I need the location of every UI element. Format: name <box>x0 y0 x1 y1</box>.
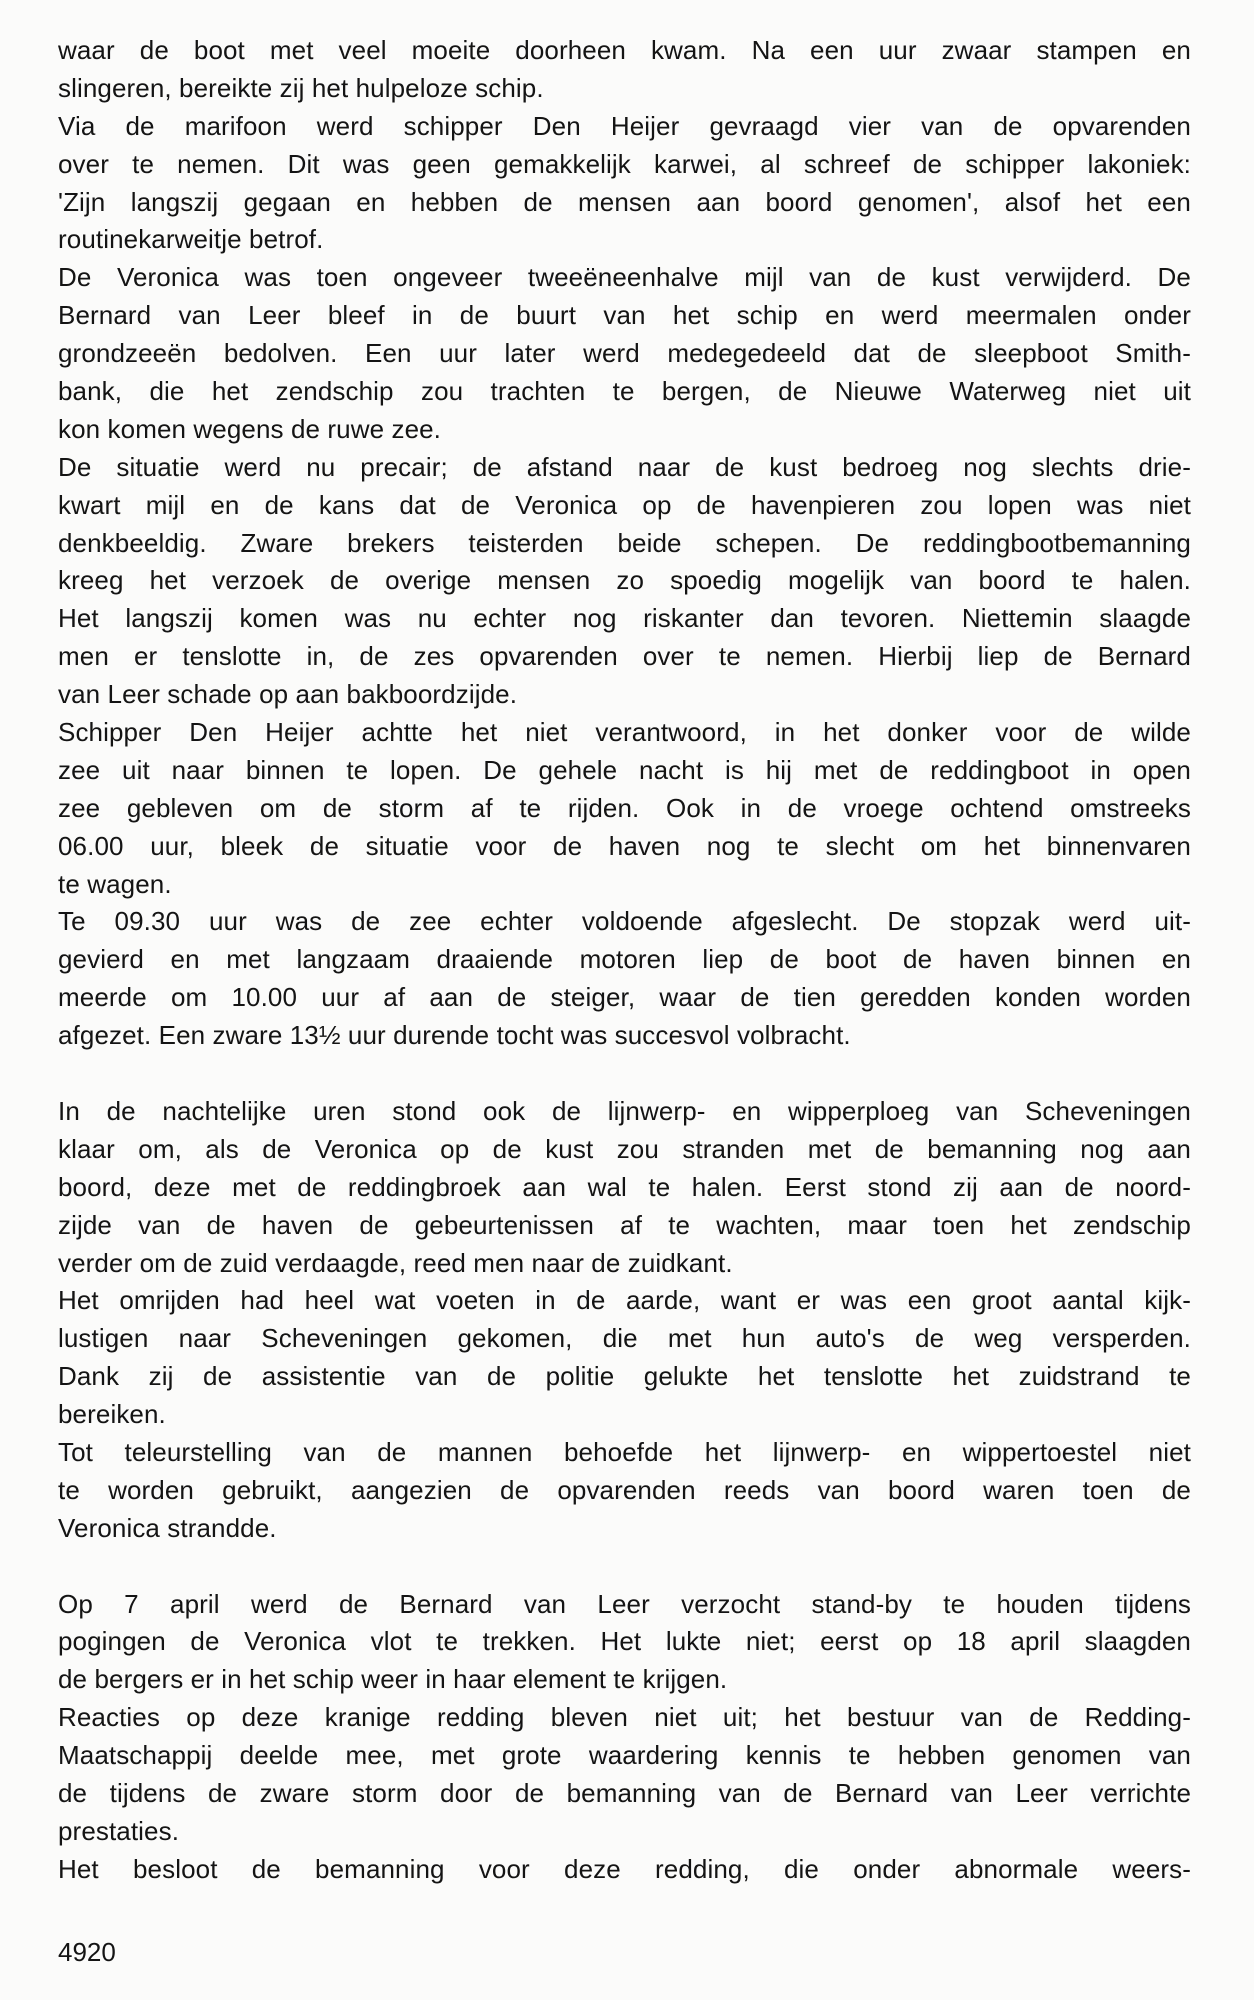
paragraph <box>58 903 1191 1055</box>
text-line: Via de marifoon werd schipper Den Heijer gevraagd vier van de opvarenden <box>58 110 1191 141</box>
text-line: denkbeeldig. Zware brekers teisterden beide schepen. De reddingbootbemanning <box>58 527 1191 558</box>
text-line: zijde van de haven de gebeurtenissen af te wachten, maar toen het zendschip <box>58 1209 1191 1240</box>
page-number: 4920 <box>58 1937 116 1967</box>
text-line: pogingen de Veronica vlot te trekken. Het lukte niet; eerst op 18 april slaagden <box>58 1626 1191 1657</box>
text-line: Het langszij komen was nu echter nog riskanter dan tevoren. Niettemin slaagde <box>58 603 1191 634</box>
paragraph <box>58 714 1191 903</box>
text-line: de bergers er in het schip weer in haar element te krijgen. <box>58 1664 728 1695</box>
text-line: verder om de zuid verdaagde, reed men naar de zuidkant. <box>58 1247 733 1278</box>
section-gap <box>58 1055 1191 1093</box>
text-line: Op 7 april werd de Bernard van Leer verzocht stand-by te houden tijdens <box>58 1588 1191 1619</box>
paragraph <box>58 1851 1191 1889</box>
paragraph <box>58 1699 1191 1851</box>
text-line: zee gebleven om de storm af te rijden. Ook in de vroege ochtend omstreeks <box>58 792 1191 823</box>
paragraph <box>58 1282 1191 1434</box>
text-line: 'Zijn langszij gegaan en hebben de mensen aan boord genomen', alsof het een <box>58 186 1191 217</box>
text-line: te worden gebruikt, aangezien de opvarenden reeds van boord waren toen de <box>58 1474 1191 1505</box>
text-line: meerde om 10.00 uur af aan de steiger, waar de tien geredden konden worden <box>58 982 1191 1013</box>
paragraph <box>58 1434 1191 1548</box>
text-line: In de nachtelijke uren stond ook de lijnwerp- en wipperploeg van Scheveningen <box>58 1095 1191 1126</box>
text-line: Dank zij de assistentie van de politie gelukte het tenslotte het zuidstrand te <box>58 1361 1191 1392</box>
text-line: kon komen wegens de ruwe zee. <box>58 413 442 444</box>
text-line: grondzeeën bedolven. Een uur later werd medegedeeld dat de sleepboot Smith- <box>58 338 1191 369</box>
text-line: men er tenslotte in, de zes opvarenden over te nemen. Hierbij liep de Bernard <box>58 641 1191 672</box>
text-line: klaar om, als de Veronica op de kust zou stranden met de bemanning nog aan <box>58 1133 1191 1164</box>
text-line: over te nemen. Dit was geen gemakkelijk karwei, al schreef de schipper lakoniek: <box>58 148 1191 179</box>
text-line: Schipper Den Heijer achtte het niet verantwoord, in het donker voor de wilde <box>58 717 1191 748</box>
text-line: Het besloot de bemanning voor deze redding, die onder abnormale weers- <box>58 1853 1191 1884</box>
text-line: prestaties. <box>58 1815 180 1846</box>
text-line: De Veronica was toen ongeveer tweeëneenhalve mijl van de kust verwijderd. De <box>58 262 1191 293</box>
text-line: slingeren, bereikte zij het hulpeloze schip. <box>58 72 544 103</box>
text-line: de tijdens de zware storm door de bemanning van de Bernard van Leer verrichte <box>58 1777 1191 1808</box>
text-line: routinekarweitje betrof. <box>58 224 324 255</box>
text-line: lustigen naar Scheveningen gekomen, die met hun auto's de weg versperden. <box>58 1323 1191 1354</box>
text-line: De situatie werd nu precair; de afstand naar de kust bedroeg nog slechts drie- <box>58 451 1191 482</box>
text-line: van Leer schade op aan bakboordzijde. <box>58 679 518 710</box>
text-line: te wagen. <box>58 868 172 899</box>
text-line: bereiken. <box>58 1399 166 1430</box>
paragraph <box>58 1586 1191 1700</box>
paragraph <box>58 259 1191 448</box>
text-line: Tot teleurstelling van de mannen behoefde het lijnwerp- en wippertoestel niet <box>58 1436 1191 1467</box>
text-line: 06.00 uur, bleek de situatie voor de haven nog te slecht om het binnenvaren <box>58 830 1191 861</box>
text-line: zee uit naar binnen te lopen. De gehele nacht is hij met de reddingboot in open <box>58 754 1191 785</box>
text-line: bank, die het zendschip zou trachten te bergen, de Nieuwe Waterweg niet uit <box>58 376 1191 407</box>
text-line: Te 09.30 uur was de zee echter voldoende afgeslecht. De stopzak werd uit- <box>58 906 1191 937</box>
text-line: kwart mijl en de kans dat de Veronica op de havenpieren zou lopen was niet <box>58 489 1191 520</box>
text-line: Maatschappij deelde mee, met grote waardering kennis te hebben genomen van <box>58 1740 1191 1771</box>
paragraph <box>58 108 1191 260</box>
paragraph <box>58 32 1191 108</box>
text-line: Veronica strandde. <box>58 1512 277 1543</box>
text-line: waar de boot met veel moeite doorheen kwam. Na een uur zwaar stampen en <box>58 35 1191 65</box>
text-line: afgezet. Een zware 13½ uur durende tocht was succesvol volbracht. <box>58 1020 851 1051</box>
text-line: Bernard van Leer bleef in de buurt van het schip en werd meermalen onder <box>58 300 1191 331</box>
text-line: gevierd en met langzaam draaiende motoren liep de boot de haven binnen en <box>58 944 1191 975</box>
text-line: Het omrijden had heel wat voeten in de aarde, want er was een groot aantal kijk- <box>58 1285 1191 1316</box>
text-line: boord, deze met de reddingbroek aan wal te halen. Eerst stond zij aan de noord- <box>58 1171 1191 1202</box>
article-body <box>58 32 1191 1889</box>
paragraph <box>58 1093 1191 1282</box>
text-line: Reacties op deze kranige redding bleven niet uit; het bestuur van de Redding- <box>58 1702 1191 1733</box>
paragraph <box>58 449 1191 714</box>
text-line: kreeg het verzoek de overige mensen zo spoedig mogelijk van boord te halen. <box>58 565 1191 596</box>
section-gap <box>58 1548 1191 1586</box>
